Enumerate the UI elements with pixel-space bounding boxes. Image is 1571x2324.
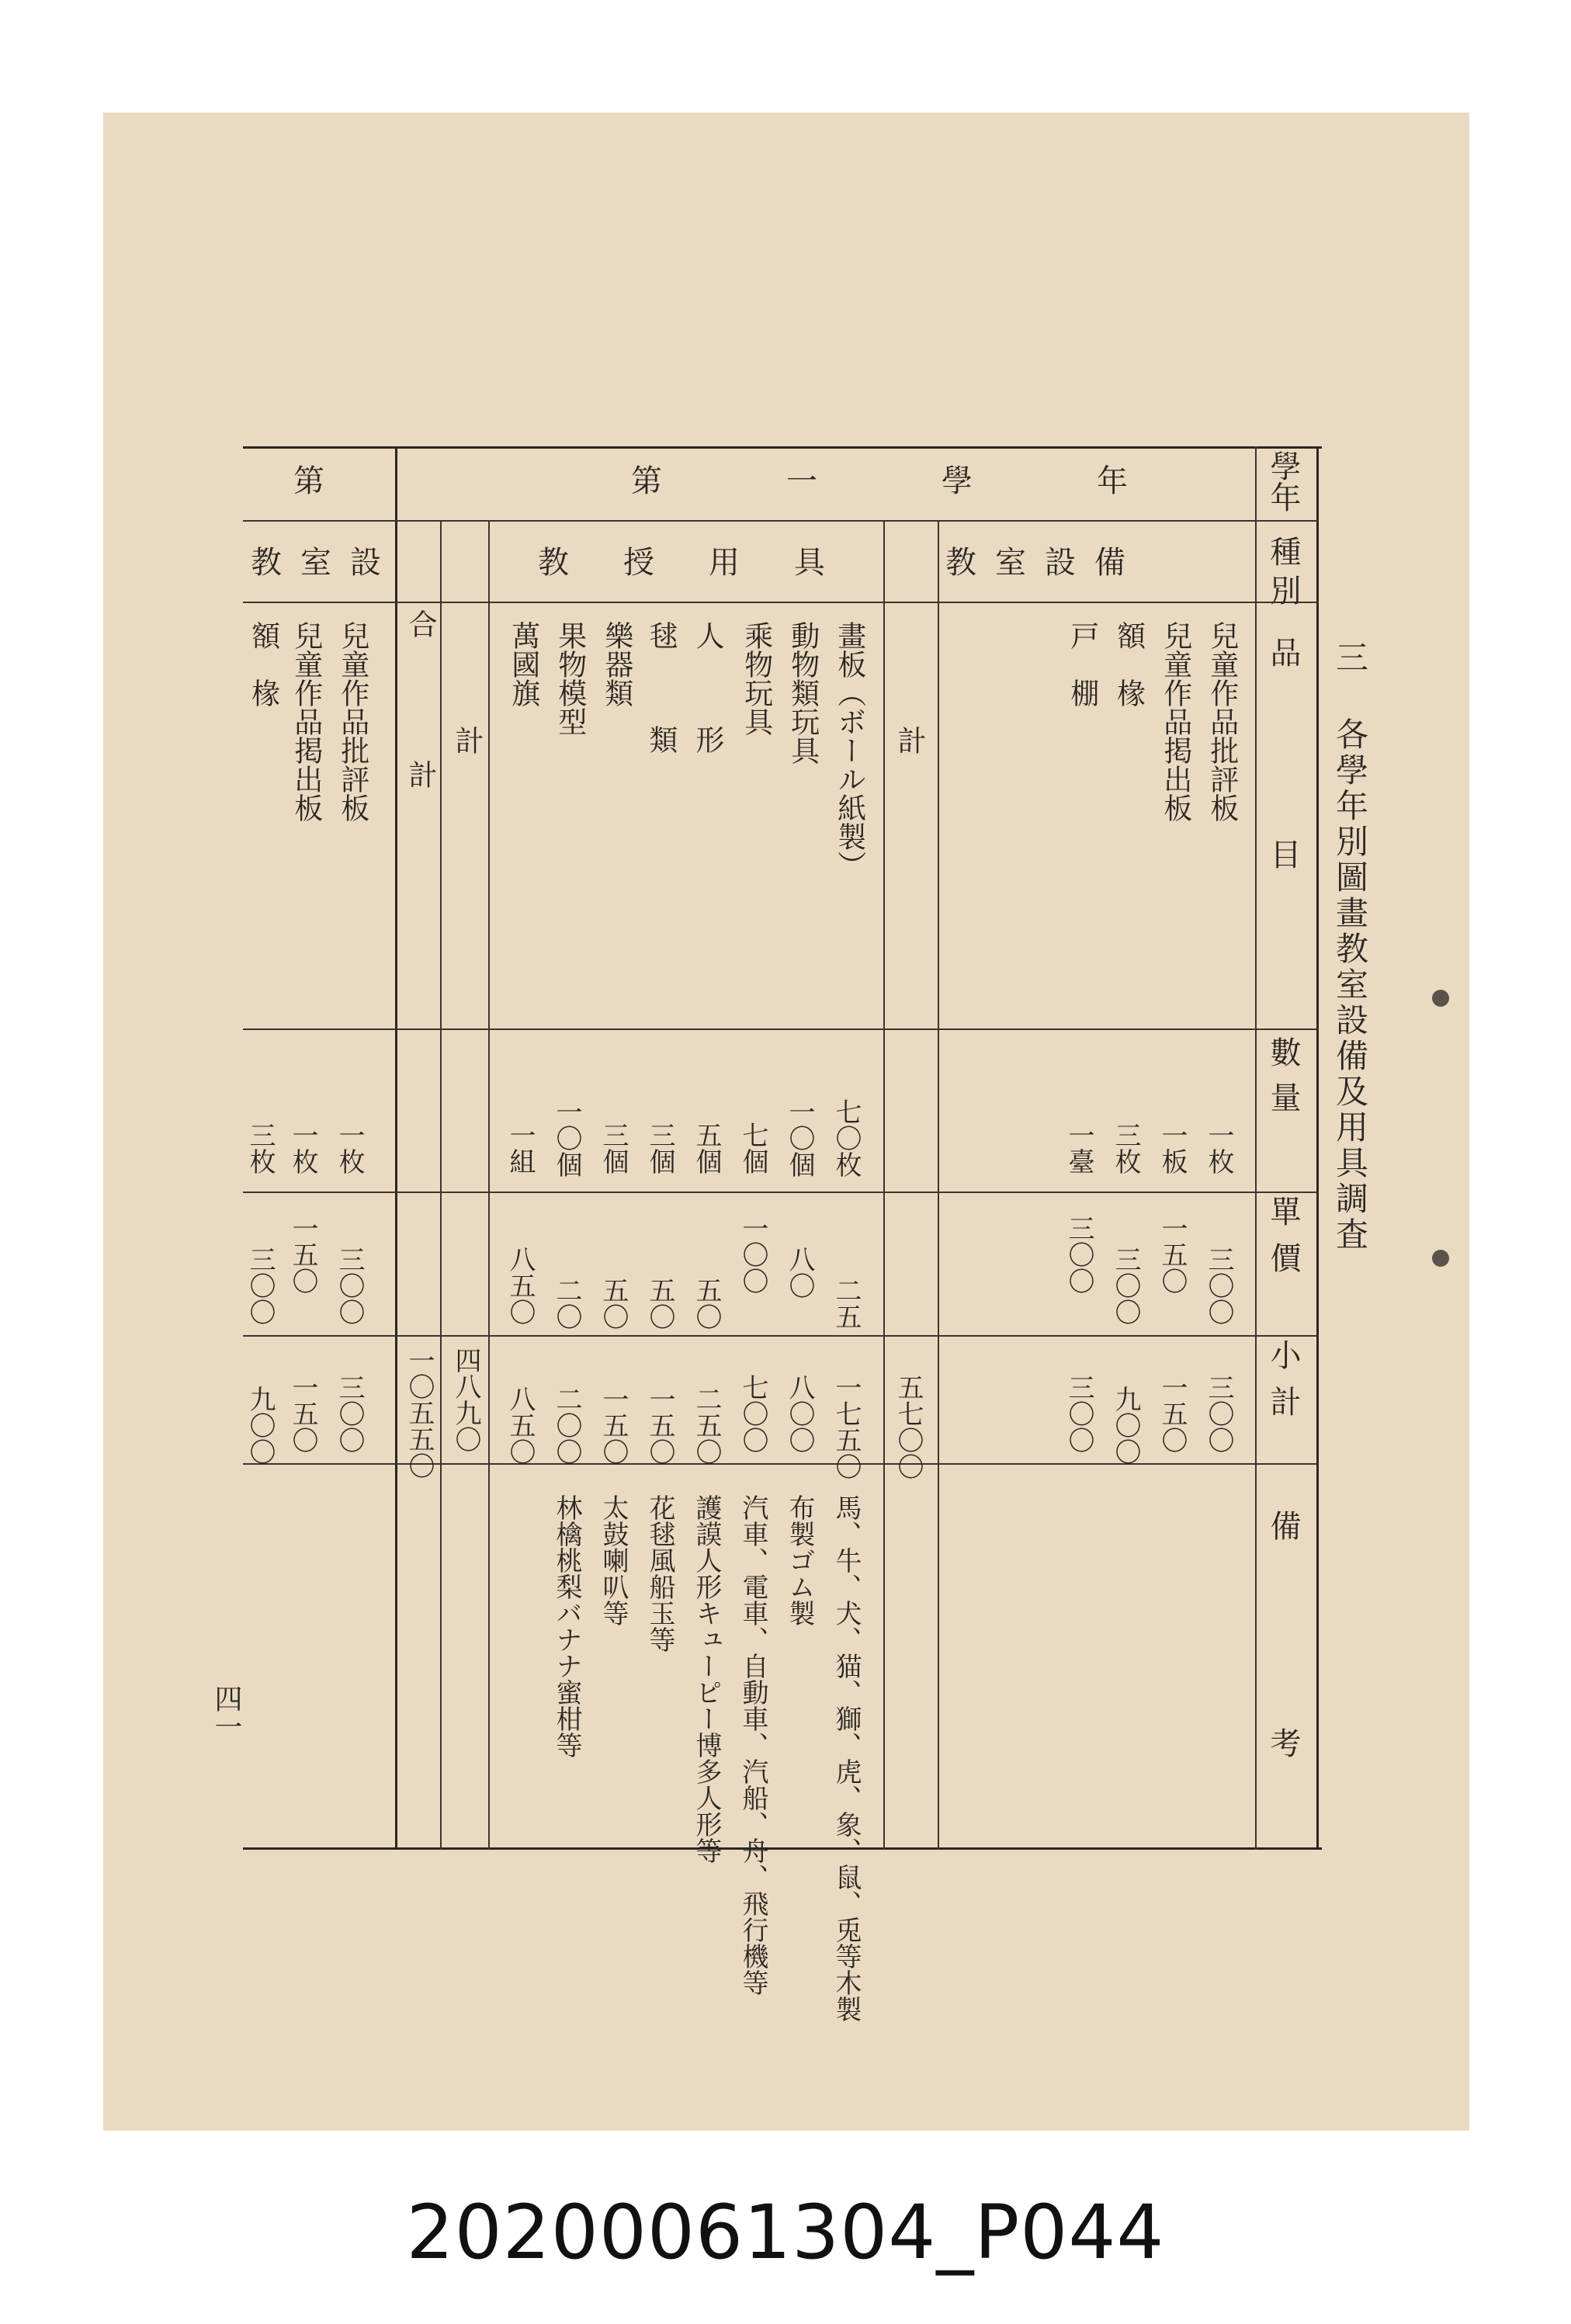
list-item: 兒童作品批評板 [1205, 621, 1239, 822]
price-cell: 五〇 [598, 1277, 629, 1330]
subtotal-rule [243, 1335, 1318, 1337]
price-cell: 二〇 [551, 1277, 582, 1330]
price-cell: 三〇〇 [334, 1246, 365, 1325]
subtotal-cell: 三〇〇 [1063, 1374, 1094, 1453]
binding-hole [1432, 1250, 1449, 1267]
qty-cell: 一〇個 [551, 1098, 582, 1178]
list-item: 乘物玩具 [739, 621, 773, 736]
subtotal-cell: 三〇〇 [1203, 1374, 1234, 1453]
qty-cell: 一組 [505, 1122, 536, 1174]
qty-cell: 一板 [1157, 1122, 1188, 1174]
price-cell: 三〇〇 [1063, 1215, 1094, 1294]
remark-cell: 布製ゴム製 [784, 1494, 815, 1626]
subtotal-cell: 一五〇 [598, 1386, 629, 1465]
subtotal-cell: 二〇〇 [551, 1386, 582, 1465]
subtotal-cell: 七〇〇 [737, 1374, 768, 1453]
subtotal-cell: 一七五〇 [831, 1374, 862, 1479]
item-header: 品 目 [1265, 636, 1301, 879]
qty-cell: 三枚 [1110, 1122, 1141, 1174]
table-bottom-rule [243, 1847, 1322, 1850]
list-item: 戸 棚 [1065, 621, 1099, 707]
subtotal-label: 計 [450, 726, 484, 754]
price-cell: 三〇〇 [1203, 1246, 1234, 1325]
qty-cell: 七〇枚 [831, 1098, 862, 1178]
price-cell: 二五 [831, 1277, 862, 1330]
subtotal-cell: 二五〇 [691, 1386, 722, 1465]
table-top-rule [243, 446, 1322, 449]
qty-cell: 五個 [691, 1122, 722, 1174]
list-item: 果物模型 [553, 621, 587, 736]
grade-row-rule [243, 520, 1318, 522]
total-col-rule [440, 520, 442, 1850]
document-page [103, 113, 1469, 2131]
subtotal-cell: 五七〇〇 [893, 1374, 924, 1479]
page-number: 四一 [210, 1684, 242, 1740]
remark-cell: 太鼓喇叭等 [598, 1494, 629, 1626]
price-cell: 一五〇 [1157, 1215, 1188, 1294]
subtotal-cell: 一五〇 [644, 1386, 675, 1465]
section-divider [395, 446, 397, 1850]
qty-cell: 一枚 [334, 1122, 365, 1174]
subtotal-cell: 三〇〇 [334, 1374, 365, 1453]
tools-right-rule [883, 520, 885, 1850]
room-left-rule [938, 520, 939, 1850]
kind-row-rule [243, 602, 1318, 603]
qty-cell: 一〇個 [784, 1098, 815, 1178]
grade1-label: 第 一 學 年 [631, 463, 1174, 499]
price-header: 單價 [1265, 1195, 1301, 1289]
remarks-header: 備 考 [1265, 1510, 1301, 1781]
qty-cell: 一枚 [1203, 1122, 1234, 1174]
price-cell: 三〇〇 [244, 1246, 276, 1325]
page-title: 三 各學年別圖畫教室設備及用具調査 [1331, 640, 1369, 1253]
price-cell: 八〇 [784, 1246, 815, 1299]
binding-hole [1432, 990, 1449, 1007]
qty-cell: 一枚 [287, 1122, 318, 1174]
kind-header: 種別 [1265, 536, 1301, 613]
qty-cell: 七個 [737, 1122, 768, 1174]
category-room-2: 教室設 [251, 545, 400, 581]
image-caption: 20200061304_P044 [406, 2189, 1165, 2276]
remark-cell: 護謨人形キューピー博多人形等 [691, 1494, 722, 1864]
subtotal-label: 計 [893, 726, 926, 754]
list-item: 樂器類 [599, 621, 633, 707]
tools-left-rule [488, 520, 490, 1850]
list-item: 兒童作品掲出板 [1158, 621, 1192, 822]
subtotal-cell: 八五〇 [505, 1386, 536, 1465]
subtotal-cell: 四八九〇 [450, 1347, 481, 1452]
list-item: 人 形 [691, 621, 724, 777]
grade2-label: 第 [293, 463, 324, 499]
qty-cell: 三個 [644, 1122, 675, 1174]
table-right-rule [1316, 446, 1319, 1850]
subtotal-cell: 九〇〇 [1110, 1386, 1141, 1465]
subtotal-cell: 九〇〇 [244, 1386, 276, 1465]
list-item: 畫板（ボール紙製） [832, 621, 866, 879]
list-item: 萬國旗 [506, 621, 540, 707]
list-item: 兒童作品批評板 [335, 621, 369, 822]
grade-header: 學年 [1265, 450, 1301, 512]
header-column-rule [1255, 446, 1257, 1850]
price-cell: 三〇〇 [1110, 1246, 1141, 1325]
subtotal-cell: 一〇五五〇 [404, 1347, 435, 1479]
category-room-1: 教室設備 [945, 545, 1144, 581]
list-item: 動物類玩具 [786, 621, 820, 765]
price-cell: 一〇〇 [737, 1215, 768, 1294]
subtotal-cell: 一五〇 [287, 1374, 318, 1453]
price-cell: 五〇 [644, 1277, 675, 1330]
remark-cell: 花毬風船玉等 [644, 1494, 675, 1653]
price-cell: 五〇 [691, 1277, 722, 1330]
qty-cell: 一臺 [1063, 1122, 1094, 1174]
remark-cell: 林檎桃梨バナナ蜜柑等 [551, 1494, 582, 1758]
price-cell: 八五〇 [505, 1246, 536, 1325]
subtotal-cell: 八〇〇 [784, 1374, 815, 1453]
subtotal-cell: 一五〇 [1157, 1374, 1188, 1453]
price-cell: 一五〇 [287, 1215, 318, 1294]
total-label: 合 計 [404, 609, 437, 835]
subtotal-header: 小計 [1265, 1339, 1301, 1432]
remark-cell: 汽車、電車、自動車、汽船、舟、飛行機等 [737, 1494, 768, 1996]
remark-cell: 馬、牛、犬、猫、獅、虎、象、鼠、兎等木製 [831, 1494, 862, 2022]
category-tools: 教授用具 [538, 545, 879, 581]
list-item: 額 椽 [1111, 621, 1146, 707]
qty-header: 數量 [1265, 1036, 1301, 1126]
list-item: 毬 類 [644, 621, 678, 777]
list-item: 兒童作品掲出板 [289, 621, 323, 822]
qty-cell: 三個 [598, 1122, 629, 1174]
qty-rule [243, 1028, 1318, 1030]
price-rule [243, 1191, 1318, 1193]
list-item: 額 椽 [246, 621, 280, 707]
qty-cell: 三枚 [244, 1122, 276, 1174]
